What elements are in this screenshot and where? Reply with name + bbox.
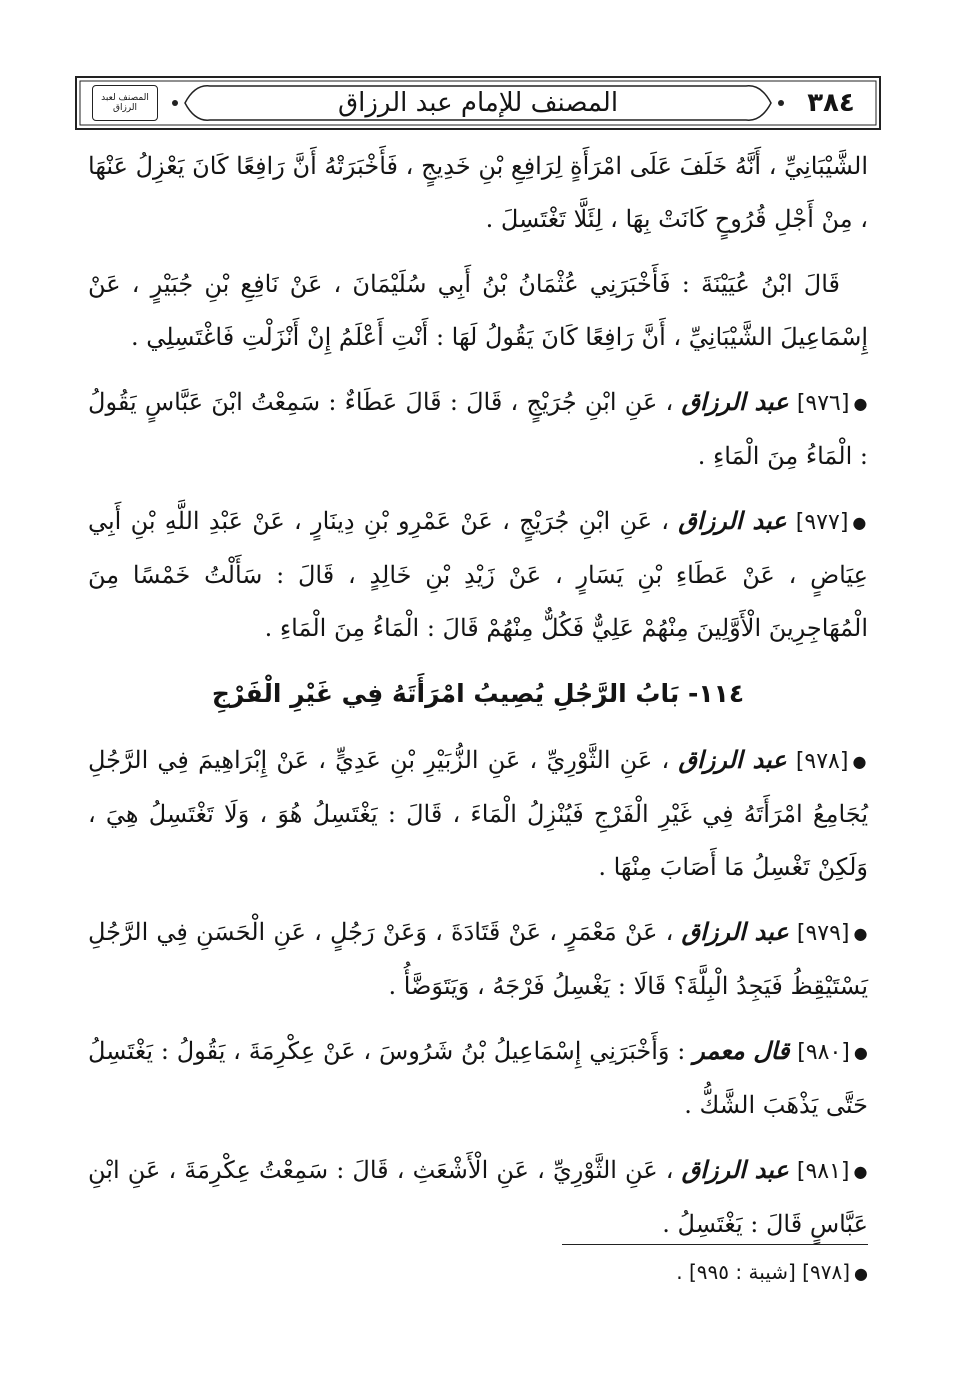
hadith-number: [٩٧٦]	[796, 391, 850, 416]
page-body	[88, 140, 868, 1263]
hadith-text: ، عَنِ الثَّوْرِيِّ ، عَنِ الزُّبَيْرِ بْنِ عَدِيٍّ ، عَنْ إِبْرَاهِيمَ فِي الرَّجُلِ يُجَامِعُ امْرَأَتَهُ فِي غَيْرِ الْفَرْجِ فَيُنْزِلُ الْمَاءَ ، قَالَ : يَغْتَسِلُ هُوَ ، وَلَا تَغْتَسِلُ هِيَ ، وَلَكِنْ تَغْسِلُ مَا أَصَابَ مِنْهَا .	[88, 746, 868, 881]
page-number: ٣٨٤	[807, 88, 855, 118]
hadith-entry	[88, 1144, 868, 1251]
hadith-text: ، عَنْ مَعْمَرٍ ، عَنْ قَتَادَةَ ، وَعَنْ رَجُلٍ ، عَنِ الْحَسَنِ فِي الرَّجُلِ يَسْتَيْقِظُ فَيَجِدُ الْبِلَّةَ؟ قَالَا : يَغْسِلُ فَرْجَهُ ، وَيَتَوَضَّأُ .	[88, 918, 868, 1000]
hadith-number: [٩٧٩]	[796, 921, 850, 946]
hadith-text: ، عَنِ ابْنِ جُرَيْجٍ ، عَنْ عَمْرِو بْنِ دِينَارٍ ، عَنْ عَبْدِ اللَّهِ بْنِ أَبِي عِيَاضٍ ، عَنْ عَطَاءِ بْنِ يَسَارٍ ، عَنْ زَيْدِ بْنِ خَالِدٍ ، قَالَ : سَأَلْتُ خَمْسًا مِنَ الْمُهَاجِرِينَ الْأَوَّلِينَ مِنْهُمْ عَلِيٌّ فَكُلٌّ مِنْهُمْ قَالَ : الْمَاءُ مِنَ الْمَاءِ .	[88, 507, 868, 642]
hadith-entry	[88, 376, 868, 483]
hadith-number: [٩٧٨]	[795, 749, 849, 774]
paragraph	[88, 140, 868, 246]
paragraph-text: الشَّيْبَانِيِّ ، أَنَّهُ خَلَفَ عَلَى امْرَأَةٍ لِرَافِعِ بْنِ خَدِيجٍ ، فَأَخْبَرَتْهُ أَنَّ رَافِعًا كَانَ يَعْزِلُ عَنْهَا ، مِنْ أَجْلِ قُرُوحٍ كَانَتْ بِهَا ، لِئَلَّا تَغْتَسِلَ .	[88, 152, 868, 233]
hadith-text: ، عَنِ الثَّوْرِيِّ ، عَنِ الْأَشْعَثِ ، قَالَ : سَمِعْتُ عِكْرِمَةَ ، عَنِ ابْنِ عَبَّاسٍ قَالَ : يَغْتَسِلُ .	[88, 1156, 868, 1238]
hadith-number: [٩٨٠]	[797, 1040, 850, 1065]
header-emblem	[77, 80, 173, 126]
running-title: المصنف للإمام عبد الرزاق	[337, 88, 619, 118]
hadith-text: ، عَنِ ابْنِ جُرَيْجٍ ، قَالَ : قَالَ عَطَاءٌ : سَمِعْتُ ابْنَ عَبَّاسٍ يَقُولُ : الْمَاءُ مِنَ الْمَاءِ .	[88, 388, 868, 470]
narrator-name: عبد الرزاق	[678, 746, 787, 774]
narrator-name: عبد الرزاق	[681, 918, 789, 946]
hadith-entry	[88, 734, 868, 894]
hadith-entry	[88, 495, 868, 655]
hadith-text: : وَأَخْبَرَنِي إِسْمَاعِيلُ بْنُ شَرُوسَ ، عَنْ عِكْرِمَةَ ، يَقُولُ : يَغْتَسِلُ حَتَّى يَذْهَبَ الشَّكُّ .	[88, 1037, 868, 1119]
narrator-name: عبد الرزاق	[678, 507, 787, 535]
emblem-text: المصنف لعبد الرزاق	[92, 85, 158, 121]
paragraph-text: قَالَ ابْنُ عُيَيْنَةَ : فَأَخْبَرَنِي عُثْمَانُ بْنُ أَبِي سُلَيْمَانَ ، عَنْ نَافِعِ بْنِ جُبَيْرٍ ، عَنْ إِسْمَاعِيلَ الشَّيْبَانِيِّ ، أَنَّ رَافِعًا كَانَ يَقُولُ لَهَا : أَنْتِ أَعْلَمُ إِنْ أَنْزَلْتِ فَاغْتَسِلِي .	[88, 270, 868, 351]
footnote	[368, 1252, 868, 1294]
bullet-icon: ●	[852, 513, 868, 532]
narrator-name: قال معمر	[693, 1037, 790, 1065]
bullet-icon: ●	[854, 1263, 868, 1283]
chapter-heading: ١١٤- بَابُ الرَّجُلِ يُصِيبُ امْرَأَتَهُ فِي غَيْرِ الْفَرْجِ	[211, 679, 745, 708]
bullet-icon: ●	[853, 1043, 868, 1062]
bullet-icon: ●	[852, 752, 868, 771]
narrator-name: عبد الرزاق	[681, 1156, 789, 1184]
footnote-divider	[562, 1244, 868, 1245]
narrator-name: عبد الرزاق	[681, 388, 789, 416]
hadith-entry	[88, 906, 868, 1013]
hadith-number: [٩٧٧]	[795, 510, 849, 535]
bullet-icon: ●	[853, 1162, 868, 1181]
bullet-icon: ●	[853, 924, 868, 943]
footnote-text: [٩٧٨] [شيبة : ٩٩٥] .	[676, 1260, 851, 1284]
hadith-number: [٩٨١]	[796, 1159, 850, 1184]
hadith-entry	[88, 1025, 868, 1132]
paragraph	[88, 258, 868, 364]
page-header	[75, 76, 881, 130]
page-number-box	[783, 80, 879, 126]
bullet-icon: ●	[853, 394, 868, 413]
